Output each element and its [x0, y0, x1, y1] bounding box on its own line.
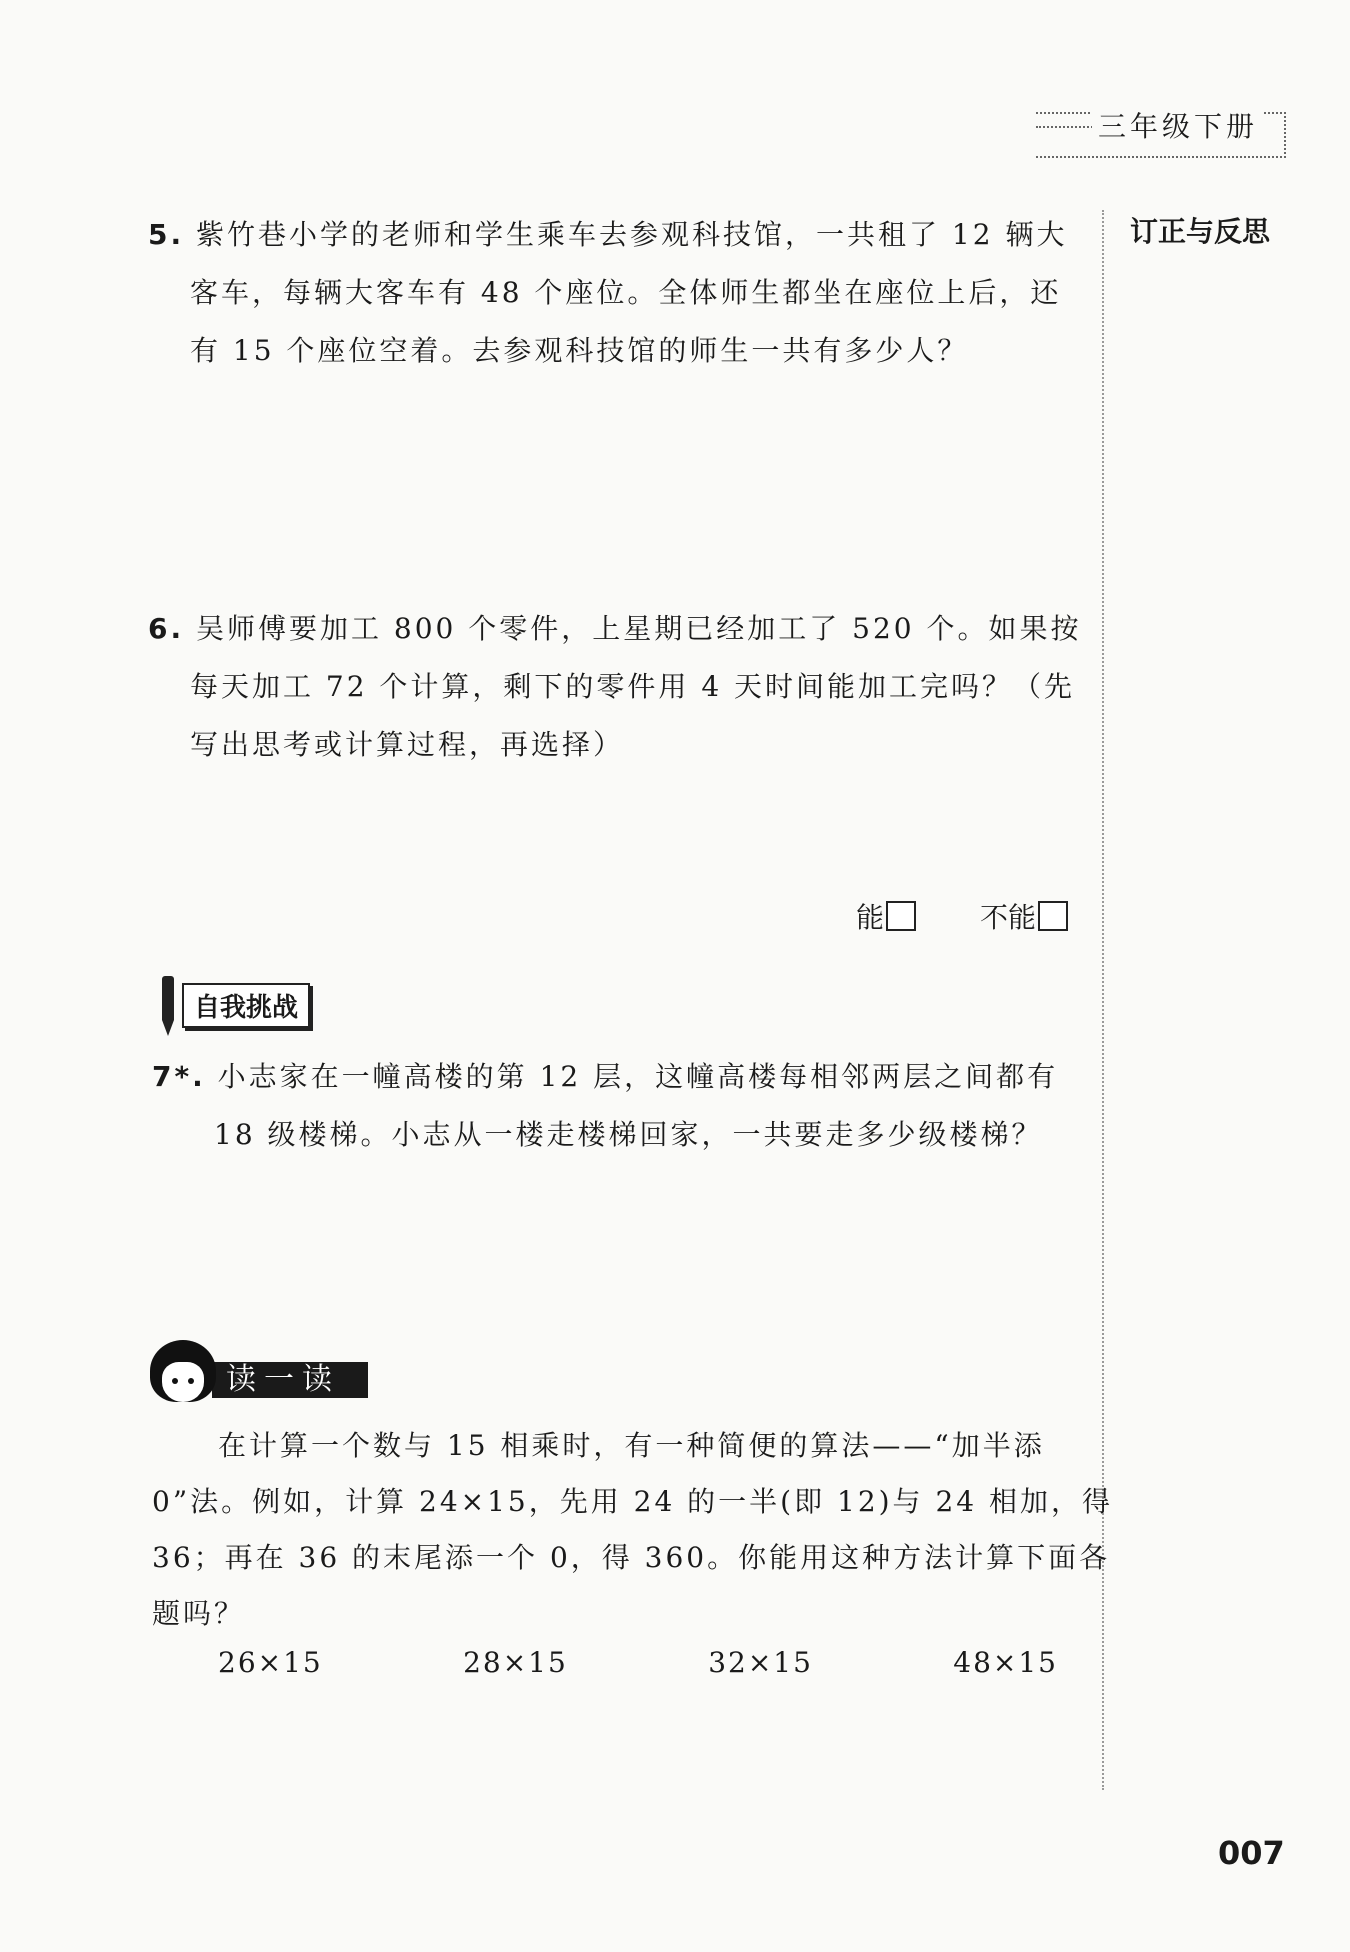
- question-6-line-1: [148, 600, 1082, 658]
- question-7-text-2: 18 级楼梯。小志从一楼走楼梯回家，一共要走多少级楼梯？: [214, 1118, 1043, 1151]
- reading-line-4: 题吗？: [152, 1597, 246, 1630]
- expression-2: 28×15: [463, 1646, 568, 1679]
- reading-line-2: 0”法。例如，计算 24×15，先用 24 的一半(即 12)与 24 相加，得: [152, 1485, 1113, 1518]
- challenge-banner: [156, 976, 310, 1036]
- question-7-number: 7*.: [152, 1060, 206, 1093]
- question-6-choices: [856, 896, 1068, 936]
- question-6-text-1: 吴师傅要加工 800 个零件，上星期已经加工了 520 个。如果按: [196, 612, 1082, 645]
- reading-line-3: 36；再在 36 的末尾添一个 0，得 360。你能用这种方法计算下面各: [152, 1541, 1111, 1574]
- question-5-text-3: 有 15 个座位空着。去参观科技馆的师生一共有多少人？: [190, 334, 969, 367]
- girl-face-icon: [150, 1340, 216, 1406]
- question-6-text-3: 写出思考或计算过程，再选择）: [190, 728, 625, 761]
- question-7-text-1: 小志家在一幢高楼的第 12 层，这幢高楼每相邻两层之间都有: [217, 1060, 1059, 1093]
- question-5-number: 5.: [148, 218, 185, 251]
- question-5-text-2: 客车，每辆大客车有 48 个座位。全体师生都坐在座位上后，还: [190, 276, 1062, 309]
- page-number: 007: [1218, 1834, 1285, 1872]
- question-5-line-1: [148, 206, 1068, 264]
- choice-no[interactable]: [980, 896, 1068, 936]
- correction-reflection-title: 订正与反思: [1130, 215, 1271, 248]
- question-6-text-2: 每天加工 72 个计算，剩下的零件用 4 天时间能加工完吗？（先: [190, 670, 1076, 703]
- choice-no-checkbox[interactable]: [1038, 901, 1068, 931]
- challenge-label: 自我挑战: [182, 983, 310, 1028]
- question-7: [152, 1048, 1092, 1164]
- reading-header: [150, 1340, 368, 1406]
- choice-yes[interactable]: [856, 896, 916, 936]
- practice-expressions: [218, 1646, 1058, 1679]
- question-6-number: 6.: [148, 612, 185, 645]
- choice-no-label: 不能: [979, 901, 1036, 934]
- question-7-line-1: [152, 1048, 1092, 1106]
- expression-1: 26×15: [218, 1646, 323, 1679]
- question-6: [148, 600, 1082, 774]
- grade-label: 三年级下册: [1092, 105, 1264, 145]
- grade-header: [1036, 112, 1286, 158]
- reading-label: 读一读: [212, 1362, 368, 1398]
- expression-3: 32×15: [708, 1646, 813, 1679]
- choice-yes-checkbox[interactable]: [886, 901, 916, 931]
- question-5-text-1: 紫竹巷小学的老师和学生乘车去参观科技馆，一共租了 12 辆大: [196, 218, 1068, 251]
- expression-4: 48×15: [953, 1646, 1058, 1679]
- pencil-icon: [156, 976, 180, 1036]
- choice-yes-label: 能: [855, 901, 884, 934]
- reading-line-1: 在计算一个数与 15 相乘时，有一种简便的算法——“加半添: [218, 1429, 1045, 1462]
- reading-paragraph: [152, 1418, 1113, 1642]
- question-5: [148, 206, 1068, 380]
